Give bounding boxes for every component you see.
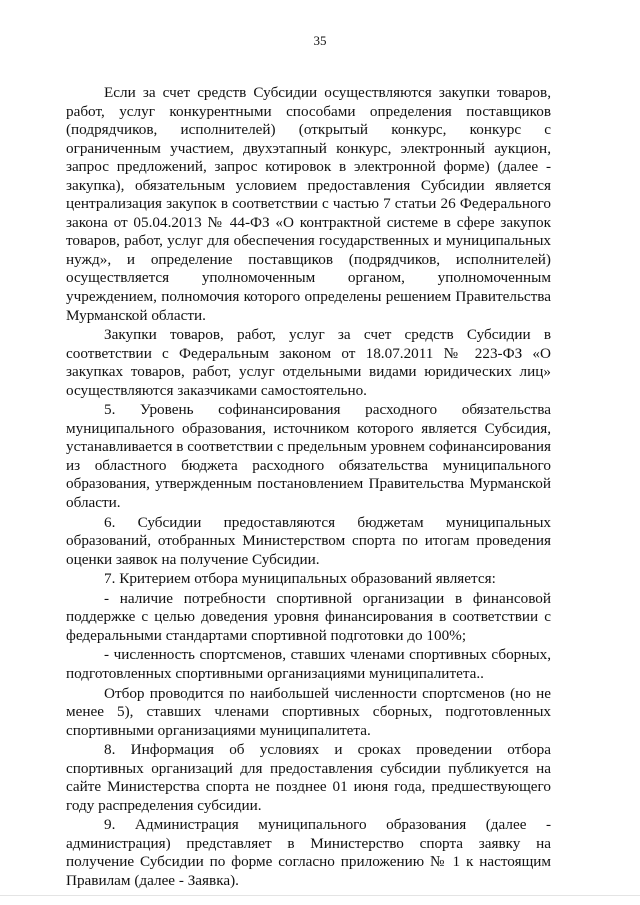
paragraph-selection-criterion: 7. Критерием отбора муниципальных образований является: <box>104 570 496 588</box>
criterion-item-athlete-count: - численность спортсменов, ставших членами спортивных сборных, подготовленных спортивными организациями муниципалитета.. <box>66 646 551 682</box>
paragraph-selection-publication: 8. Информация об условиях и сроках проведении отбора спортивных организаций для предоставления субсидии публикуется на сайте Министерства спорта не позднее 01 июня года, предшествующего году распределения субсидии. <box>66 741 551 814</box>
paragraph-selection-rule: Отбор проводится по наибольшей численности спортсменов (но не менее 5), ставших членами спортивных сборных, подготовленных спортивными организациями муниципалитета. <box>66 684 551 739</box>
paragraph-cofinancing-level: 5. Уровень софинансирования расходного обязательства муниципального образования, источником которого является Субсидия, устанавливается в соответствии с предельным уровнем софинансирования из областного бюджета расходного обязательства муниципального образования, утвержденным постановлением Правительства Мурманской области. <box>66 401 551 512</box>
paragraph-223fz-procurement: Закупки товаров, работ, услуг за счет средств Субсидии в соответствии с Федеральным законом от 18.07.2011 № 223-ФЗ «О закупках товаров, работ, услуг отдельными видами юридических лиц» осуществляются заказчиками самостоятельно. <box>66 326 551 399</box>
page-number: 35 <box>313 33 327 48</box>
paragraph-subsidy-recipients: 6. Субсидии предоставляются бюджетам муниципальных образований, отобранных Министерством спорта по итогам проведения оценки заявок на получение Субсидии. <box>66 513 551 568</box>
criterion-item-financing-need: - наличие потребности спортивной организации в финансовой поддержке с целью доведения уровня финансирования в соответствии с федеральными стандартами спортивной подготовки до 100%; <box>66 589 551 644</box>
paragraph-application-submission: 9. Администрация муниципального образования (далее - администрация) представляет в Министерство спорта заявку на получение Субсидии по форме согласно приложению № 1 к настоящим Правилам (далее - Заявка). <box>66 816 551 889</box>
paragraph-centralized-procurement: Если за счет средств Субсидии осуществляются закупки товаров, работ, услуг конкурентными способами определения поставщиков (подрядчиков, исполнителей) (открытый конкурс, конкурс с ограниченным участием, двухэтапный конкурс, электронный аукцион, запрос предложений, запрос котировок в электронной форме) (далее - закупка), обязательным условием предоставления Субсидии является централизация закупок в соответствии с частью 7 статьи 26 Федерального закона от 05.04.2013 № 44-ФЗ «О контрактной системе в сфере закупок товаров, работ, услуг для обеспечения государственных и муниципальных нужд», и определение поставщиков (подрядчиков, исполнителей) осуществляется уполномоченным органом, уполномоченным учреждением, полномочия которого определены решением Правительства Мурманской области. <box>66 84 551 324</box>
page-bottom-edge <box>0 895 640 896</box>
document-body <box>66 84 551 891</box>
